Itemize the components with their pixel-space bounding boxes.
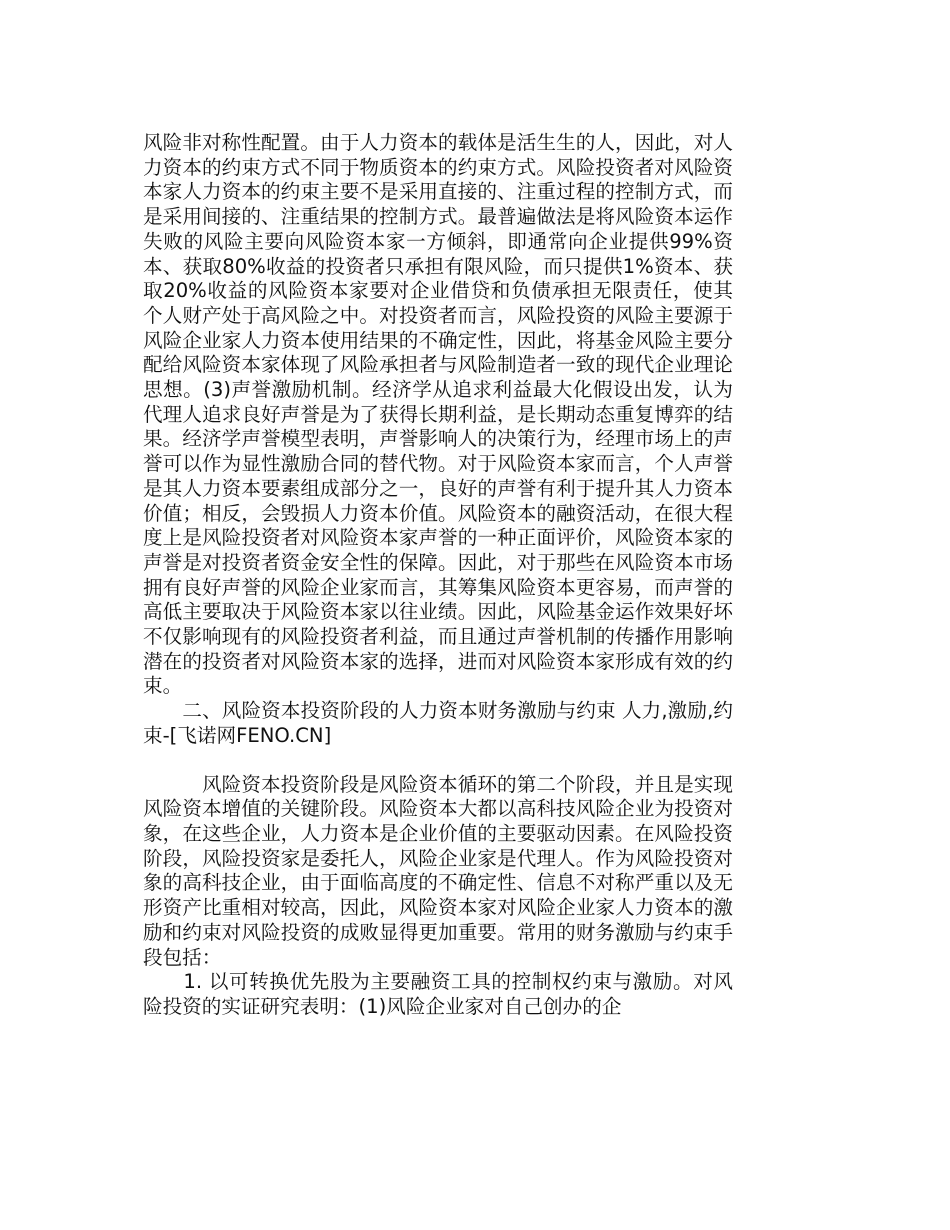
list-item-convertible-preferred: 1. 以可转换优先股为主要融资工具的控制权约束与激励。对风险投资的实证研究表明：(1)风险企业家对自己创办的企 xyxy=(143,970,733,1018)
body-paragraph-reputation-incentive: 风险非对称性配置。由于人力资本的载体是活生生的人，因此，对人力资本的约束方式不同于物质资本的约束方式。风险投资者对风险资本家人力资本的约束主要不是采用直接的、注重过程的控制方式，而是采用间接的、注重结果的控制方式。最普遍做法是将风险资本运作失败的风险主要向风险资本家一方倾斜，即通常向企业提供99%资本、获取80%收益的投资者只承担有限风险，而只提供1%资本、获取20%收益的风险资本家要对企业借贷和负债承担无限责任，使其个人财产处于高风险之中。对投资者而言，风险投资的风险主要源于风险企业家人力资本使用结果的不确定性，因此，将基金风险主要分配给风险资本家体现了风险承担者与风险制造者一致的现代企业理论思想。(3)声誉激励机制。经济学从追求利益最大化假设出发，认为代理人追求良好声誉是为了获得长期利益，是长期动态重复博弈的结果。经济学声誉模型表明，声誉影响人的决策行为，经理市场上的声誉可以作为显性激励合同的替代物。对于风险资本家而言，个人声誉是其人力资本要素组成部分之一，良好的声誉有利于提升其人力资本价值；相反，会毁损人力资本价值。风险资本的融资活动，在很大程度上是风险投资者对风险资本家声誉的一种正面评价，风险资本家的声誉是对投资者资金安全性的保障。因此，对于那些在风险资本市场拥有良好声誉的风险企业家而言，其筹集风险资本更容易，而声誉的高低主要取决于风险资本家以往业绩。因此，风险基金运作效果好坏不仅影响现有的风险投资者利益，而且通过声誉机制的传播作用影响潜在的投资者对风险资本家的选择，进而对风险资本家形成有效的约束。 xyxy=(143,131,733,698)
body-paragraph-investment-stage: 风险资本投资阶段是风险资本循环的第二个阶段，并且是实现风险资本增值的关键阶段。风险资本大都以高科技风险企业为投资对象，在这些企业，人力资本是企业价值的主要驱动因素。在风险投资阶段，风险投资家是委托人，风险企业家是代理人。作为风险投资对象的高科技企业，由于面临高度的不确定性、信息不对称严重以及无形资产比重相对较高，因此，风险资本家对风险企业家人力资本的激励和约束对风险投资的成败显得更加重要。常用的财务激励与约束手段包括： xyxy=(143,772,733,969)
section-heading-investment-stage: 二、风险资本投资阶段的人力资本财务激励与约束 人力,激励,约束-[飞诺网FENO.CN] xyxy=(143,699,733,747)
paragraph-spacer xyxy=(143,749,733,773)
document-page xyxy=(143,131,733,1020)
